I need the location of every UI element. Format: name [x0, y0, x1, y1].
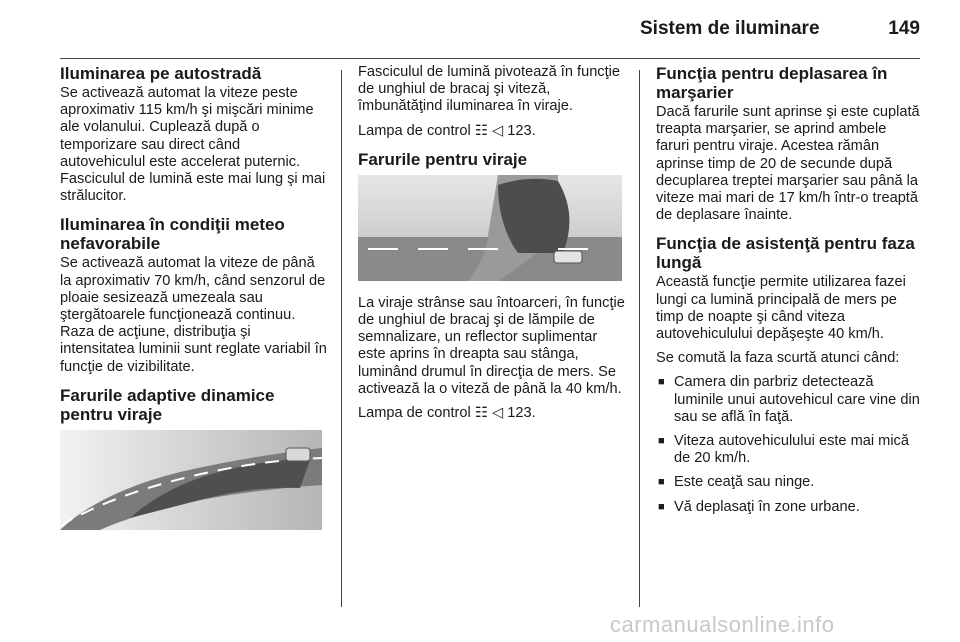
adaptive-headlight-illustration [60, 430, 322, 530]
cornering-light-illustration [358, 175, 622, 281]
condition-list [656, 374, 922, 515]
paragraph: Se comută la faza scurtă atunci când: [656, 350, 900, 367]
paragraph: Lampa de control ☷ ◁ 123. [358, 122, 536, 139]
list-item: ■ Camera din parbriz detectează luminile unui autovehicul care vine din sau se află în faţă. [656, 374, 922, 426]
column-divider [341, 70, 342, 607]
paragraph: Lampa de control ☷ ◁ 123. [358, 405, 536, 422]
page-header-title: Sistem de iluminare [640, 18, 820, 39]
section-heading: Iluminarea în condiţii meteo nefavorabile [60, 215, 285, 254]
paragraph: Se activează automat la viteze de până la aproximativ 70 km/h, când senzorul de ploaie sesizează umezeala sau ştergătoarele funcţionează continuu. Raza de acţiune, distribuţia şi intensitatea luminii sunt reglate variabil în funcţie de vizibilitate. [60, 255, 327, 375]
page-number: 149 [888, 18, 920, 39]
paragraph: Se activează automat la viteze peste aproximativ 115 km/h şi mişcări minime ale volanului. Cuplează după o temporizare sau direct când autovehiculul este accelerat puternic. Fasciculul de lumină este mai lung şi mai strălucitor. [60, 85, 326, 205]
column-3 [656, 64, 922, 523]
header-rule [60, 58, 920, 59]
column-2 [358, 64, 626, 429]
section-heading: Farurile pentru viraje [358, 149, 528, 169]
list-item: ■ Este ceaţă sau ninge. [656, 474, 922, 491]
section-heading: Funcţia pentru deplasarea în marşarier [656, 64, 888, 102]
paragraph: La viraje strânse sau întoarceri, în funcţie de unghiul de bracaj şi de lămpile de semnalizare, un reflector suplimentar este aprins în dreapta sau stânga, luminând drumul în direcţia de mers. Se activează la o viteză de până la 40 km/h. [358, 294, 625, 397]
list-item: ■ Vă deplasaţi în zone urbane. [656, 499, 922, 516]
watermark: carmanualsonline.info [610, 612, 835, 637]
section-heading: Farurile adaptive dinamice pentru viraje [60, 385, 275, 424]
paragraph: Dacă farurile sunt aprinse şi este cuplată treapta marşarier, se aprind ambele faruri pentru viraje. Acestea rămân aprinse timp de 20 de secunde după decuplarea treptei marşarier sau până la viteze mai mari de 17 km/h într-o treaptă de deplasare înainte. [656, 104, 920, 224]
column-1 [60, 64, 328, 544]
section-heading: Iluminarea pe autostradă [60, 64, 262, 83]
paragraph: Această funcţie permite utilizarea fazei lungi ca lumină principală de mers pe timp de noapte şi când viteza autovehiculului depăşeşte 40 km/h. [656, 274, 906, 343]
column-divider [639, 70, 640, 607]
section-heading: Funcţia de asistenţă pentru faza lungă [656, 234, 915, 273]
list-item: ■ Viteza autovehiculului este mai mică de 20 km/h. [656, 433, 922, 467]
paragraph: Fasciculul de lumină pivotează în funcţie de unghiul de bracaj şi viteză, îmbunătăţind iluminarea în viraje. [358, 64, 621, 115]
